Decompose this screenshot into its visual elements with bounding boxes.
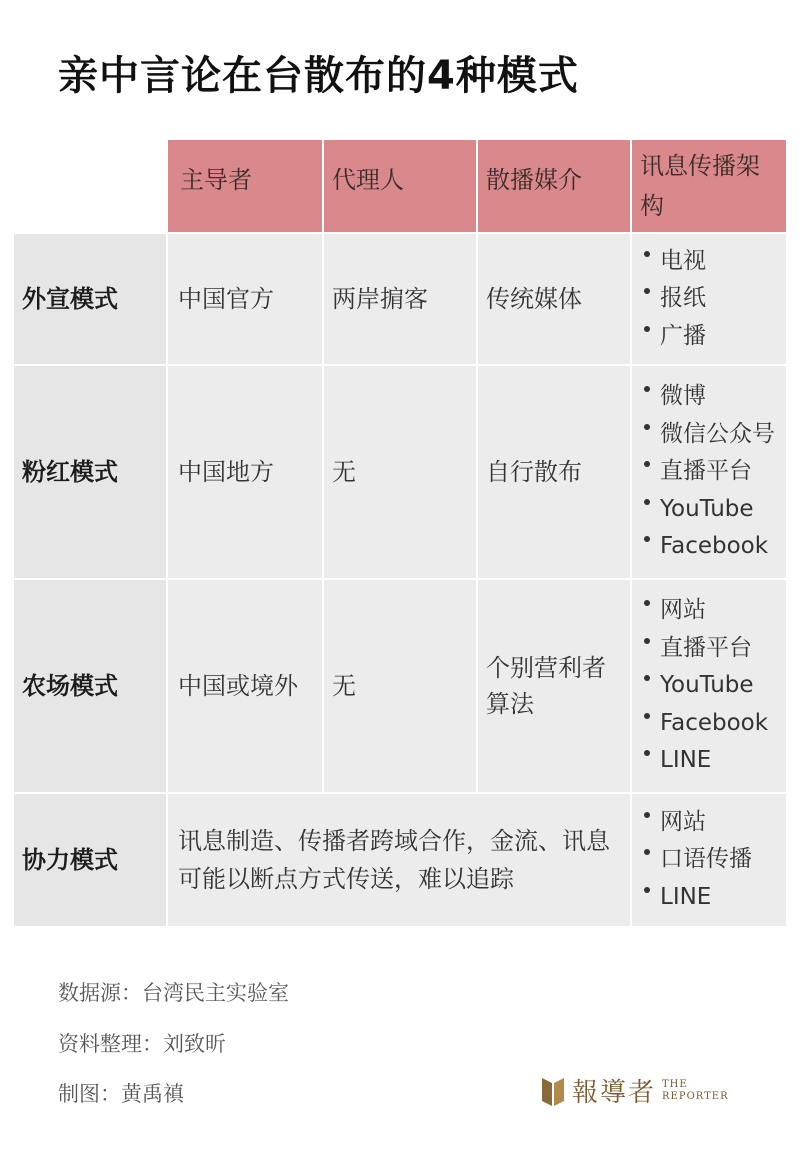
footer-source: 数据源：台湾民主实验室 <box>58 981 289 1005</box>
header-medium <box>478 140 630 232</box>
row-medium <box>478 580 630 792</box>
agent-text: 无 <box>332 672 356 700</box>
row-medium <box>478 366 630 578</box>
leader-text: 中国地方 <box>178 458 274 486</box>
logo-chinese-text: 報導者 <box>572 1078 657 1108</box>
row-merged-description <box>168 794 630 926</box>
list-item: 微博 <box>636 378 775 416</box>
mode-text: 协力模式 <box>22 846 118 874</box>
logo-english-text <box>662 1079 729 1103</box>
logo-en-line: THE <box>662 1078 688 1090</box>
channel-list <box>636 804 752 917</box>
list-item: 网站 <box>636 592 768 630</box>
medium-text: 自行散布 <box>486 458 582 486</box>
list-item: YouTube <box>636 491 775 529</box>
list-item: 微信公众号 <box>636 416 775 454</box>
header-label: 讯息传播架构 <box>640 152 760 220</box>
header-label: 散播媒介 <box>486 166 582 194</box>
header-channels <box>632 140 786 232</box>
header-label: 代理人 <box>332 166 404 194</box>
list-item: Facebook <box>636 705 768 743</box>
list-item: 口语传播 <box>636 841 752 879</box>
list-item: 广播 <box>636 318 706 356</box>
footer-graphic-by: 制图：黄禹禛 <box>58 1082 184 1106</box>
list-item: 直播平台 <box>636 630 768 668</box>
agent-text: 两岸掮客 <box>332 285 428 313</box>
agent-text: 无 <box>332 458 356 486</box>
channel-list <box>636 378 775 566</box>
row-leader <box>168 580 322 792</box>
mode-text: 外宣模式 <box>22 285 118 313</box>
row-leader <box>168 366 322 578</box>
header-leader <box>168 140 322 232</box>
header-agent <box>324 140 476 232</box>
row-channels <box>632 234 786 364</box>
logo-en-line: REPORTER <box>662 1090 729 1102</box>
row-agent <box>324 366 476 578</box>
row-channels <box>632 794 786 926</box>
reporter-logo <box>540 1072 729 1109</box>
list-item: YouTube <box>636 667 768 705</box>
channel-list <box>636 243 706 356</box>
list-item: LINE <box>636 879 752 917</box>
medium-text: 个别营利者算法 <box>486 654 606 718</box>
list-item: 报纸 <box>636 280 706 318</box>
row-mode-label <box>14 366 166 578</box>
list-item: Facebook <box>636 528 775 566</box>
row-channels <box>632 580 786 792</box>
row-mode-label <box>14 234 166 364</box>
row-leader <box>168 234 322 364</box>
row-mode-label <box>14 794 166 926</box>
row-agent <box>324 234 476 364</box>
list-item: 电视 <box>636 243 706 281</box>
row-agent <box>324 580 476 792</box>
row-channels <box>632 366 786 578</box>
footer-compiled-by: 资料整理：刘致昕 <box>58 1032 226 1056</box>
row-mode-label <box>14 580 166 792</box>
mode-text: 农场模式 <box>22 672 118 700</box>
channel-list <box>636 592 768 780</box>
merged-text: 讯息制造、传播者跨域合作，金流、讯息可能以断点方式传送，难以追踪 <box>178 827 610 893</box>
book-icon <box>540 1074 566 1108</box>
mode-text: 粉红模式 <box>22 458 118 486</box>
header-label: 主导者 <box>180 166 252 194</box>
page-title: 亲中言论在台散布的4种模式 <box>58 53 579 99</box>
list-item: LINE <box>636 742 768 780</box>
list-item: 网站 <box>636 804 752 842</box>
list-item: 直播平台 <box>636 453 775 491</box>
row-medium <box>478 234 630 364</box>
medium-text: 传统媒体 <box>486 285 582 313</box>
leader-text: 中国或境外 <box>178 672 298 700</box>
leader-text: 中国官方 <box>178 285 274 313</box>
